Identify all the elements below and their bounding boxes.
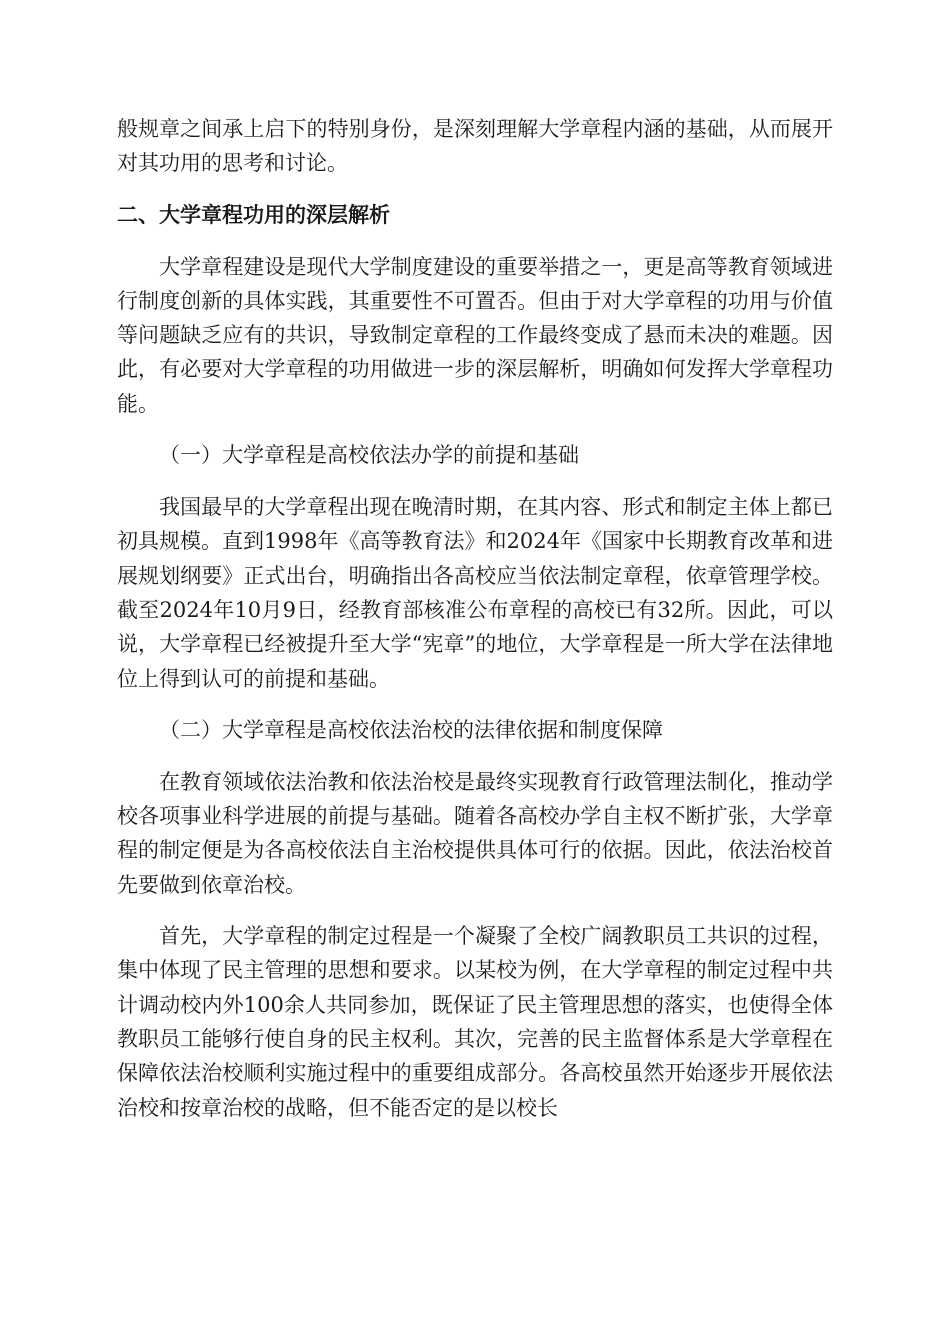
paragraph-intro: 大学章程建设是现代大学制度建设的重要举措之一，更是高等教育领域进行制度创新的具体实践，其重要性不可置否。但由于对大学章程的功用与价值等问题缺乏应有的共识，导致制定章程的工作最终变成了悬而未决的难题。因此，有必要对大学章程的功用做进一步的深层解析，明确如何发挥大学章程功能。 bbox=[117, 254, 833, 416]
paragraph-continued: 般规章之间承上启下的特别身份，是深刻理解大学章程内涵的基础，从而展开对其功用的思考和讨论。 bbox=[117, 117, 833, 176]
subsection-heading-1: （一）大学章程是高校依法办学的前提和基础 bbox=[159, 443, 579, 468]
paragraph-rule-of-law: 在教育领域依法治教和依法治校是最终实现教育行政管理法制化，推动学校各项事业科学进展的前提与基础。随着各高校办学自主权不断扩张，大学章程的制定便是为各高校依法自主治校提供具体可行的依据。因此，依法治校首先要做到依章治校。 bbox=[117, 769, 833, 897]
paragraph-democratic-management: 首先，大学章程的制定过程是一个凝聚了全校广阔教职员工共识的过程，集中体现了民主管理的思想和要求。以某校为例，在大学章程的制定过程中共计调动校内外100余人共同参加，既保证了民主管理思想的落实，也使得全体教职员工能够行使自身的民主权利。其次，完善的民主监督体系是大学章程在保障依法治校顺利实施过程中的重要组成部分。各高校虽然开始逐步开展依法治校和按章治校的战略，但不能否定的是以校长 bbox=[117, 924, 833, 1120]
section-heading: 二、大学章程功用的深层解析 bbox=[117, 202, 390, 227]
document-page bbox=[117, 112, 833, 1142]
subsection-heading-2: （二）大学章程是高校依法治校的法律依据和制度保障 bbox=[159, 717, 663, 742]
paragraph-history: 我国最早的大学章程出现在晚清时期，在其内容、形式和制定主体上都已初具规模。直到1998年《高等教育法》和2024年《国家中长期教育改革和进展规划纲要》正式出台，明确指出各高校应当依法制定章程，依章管理学校。截至2024年10月9日，经教育部核准公布章程的高校已有32所。因此，可以说，大学章程已经被提升至大学“宪章”的地位，大学章程是一所大学在法律地位上得到认可的前提和基础。 bbox=[117, 495, 833, 691]
